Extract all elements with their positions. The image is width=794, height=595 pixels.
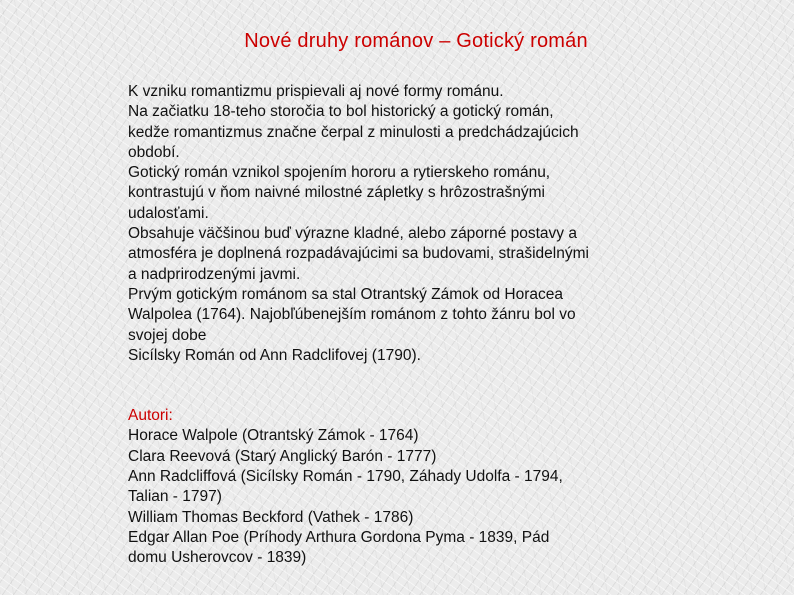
authors-list — [128, 426, 688, 568]
author-item: Horace Walpole (Otrantský Zámok - 1764) — [128, 427, 419, 445]
paragraph-characters-atmosphere: Obsahuje väčšinou buď výrazne kladné, alebo záporné postavy a atmosféra je doplnená rozpadávajúcimi sa budovami, strašidelnými a nadprirodzenými javmi. — [128, 225, 589, 283]
slide-body — [128, 82, 688, 569]
paragraph-first-gothic-novel: Prvým gotickým románom sa stal Otrantský Zámok od Horacea Walpolea (1764). Najobľúbenejším románom z tohto žánru bol vo svojej dobe Sicílsky Román od Ann Radclifovej (1790). — [128, 285, 576, 364]
paragraph-18th-century: Na začiatku 18-teho storočia to bol historický a gotický román, kedže romantizmus značne čerpal z minulosti a predchádzajúcich období. — [128, 103, 579, 161]
author-item: Clara Reevová (Starý Anglický Barón - 1777) — [128, 447, 437, 465]
author-item: William Thomas Beckford (Vathek - 1786) — [128, 508, 414, 526]
paragraph-intro: K vzniku romantizmu prispievali aj nové formy románu. — [128, 83, 504, 100]
author-item: Edgar Allan Poe (Príhody Arthura Gordona Pyma - 1839, Pád domu Usherovcov - 1839) — [128, 528, 550, 567]
author-item: Ann Radcliffová (Sicílsky Román - 1790, Záhady Udolfa - 1794, Talian - 1797) — [128, 468, 563, 506]
authors-heading: Autori: — [128, 407, 173, 425]
section-spacer — [128, 366, 688, 406]
slide-title: Nové druhy románov – Gotický román — [244, 30, 588, 52]
paragraph-gothic-origin: Gotický román vznikol spojením hororu a rytierskeho románu, kontrastujú v ňom naivné milostné zápletky s hrôzostrašnými udalosťami. — [128, 164, 551, 222]
